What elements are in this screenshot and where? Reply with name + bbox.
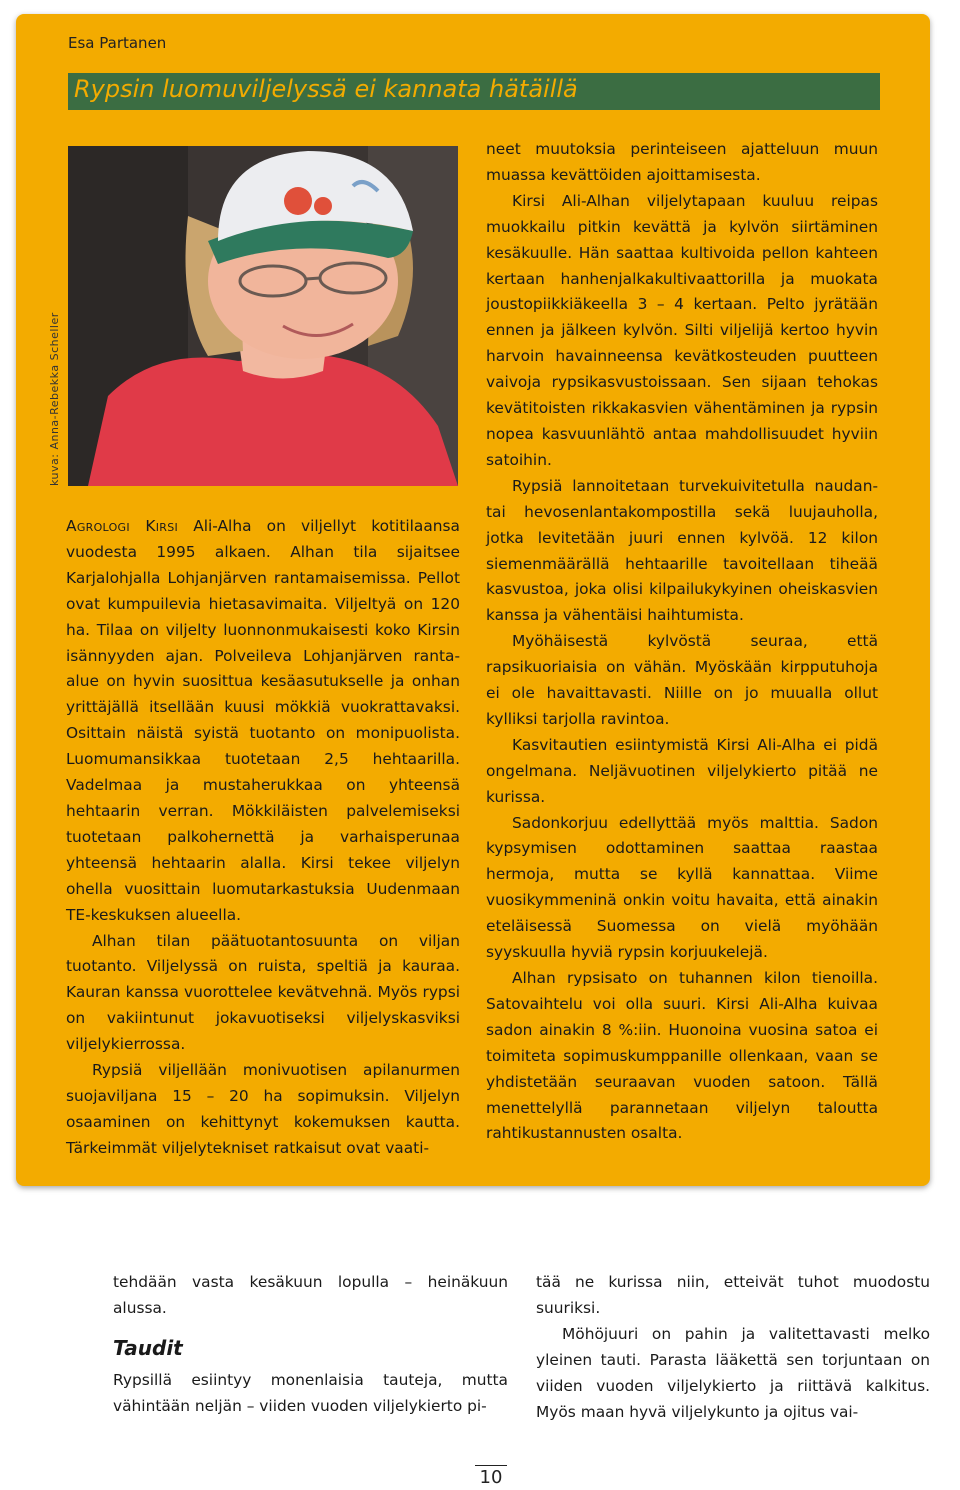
bottom-left-paragraph-1: tehdään vasta kesäkuun lopulla – heinäkuun alussa. xyxy=(113,1273,508,1317)
column-1 xyxy=(66,514,460,1162)
portrait-photo xyxy=(68,146,458,486)
bottom-right-paragraph-1: tää ne kurissa niin, etteivät tuhot muodostu suuriksi. xyxy=(536,1273,930,1317)
column-1-paragraph-1 xyxy=(66,514,460,929)
bottom-right-paragraph-2: Möhöjuuri on pahin ja valitettavasti melko yleinen tauti. Parasta lääkettä sen torjuntaan on viiden vuoden viljelykierto ja riittävä kalkitus. Myös maan hyvä viljelykunto ja ojitus vai- xyxy=(536,1324,930,1421)
section-heading: Taudit xyxy=(113,1335,183,1360)
column-1-paragraph-2: Alhan tilan päätuotantosuunta on viljan tuotanto. Viljelyssä on ruista, speltiä ja kauraa. Kauran kanssa vuorottelee kevätvehnä. Myös rypsi on vakiintunut jokavuotiseksi viljelyskasviksi viljelykierrossa. xyxy=(66,931,460,1054)
bottom-left-paragraph-2: Rypsillä esiintyy monenlaisia tauteja, mutta vähintään neljän – viiden vuoden viljelykierto pi- xyxy=(113,1370,508,1415)
column-2 xyxy=(486,137,878,1147)
photo-credit xyxy=(48,312,68,826)
column-2-paragraph-2: Kirsi Ali-Alhan viljelytapaan kuuluu reipas muokkailu pitkin kevättä ja kylvön siirtäminen kesäkuulle. Hän saattaa kultivoida pellon kahteen kertaan hanhenjalkakultivaattorilla ja muokata joustopiikkiäkeella 3 – 4 kertaan. Pelto jyrätään ennen ja jälkeen kylvön. Silti viljelijä kertoo hyvin harvoin havainneensa kevätkosteuden puutteen vaivoja rypsikasvustoissaan. Sen sijaan tehokas kevätitoisten rikkakasvien vähentäminen ja rypsin nopea kasvuunlähtö antaa mahdollisuudet hyviin satoihin. xyxy=(486,191,878,469)
column-1-paragraph-1-text: Ali-Alha on viljellyt kotitilaansa vuodesta 1995 alkaen. Alhan tila sijaitsee Karjalohjalla Lohjanjärven rantamaisemissa. Pellot ovat kumpuilevia hietasavimaita. Viljeltyä on 120 ha. Tilaa on viljelty luonnonmukaisesti koko Kirsin isännyyden ajan. Polveileva Lohjanjärven ranta-alue on hyvin suosittua kesäasutukselle ja onhan yrittäjällä itsellään kuusi mökkiä vuokrattavaksi. Osittain näistä syistä tuotanto on monipuolista. Luomumansikkaa tuotetaan 2,5 hehtaarilla. Vadelmaa ja mustaherukkaa on yhteensä hehtaarin verran. Mökkiläisten palvelemiseksi tuotetaan palkohernettä ja varhaisperunaa yhteensä hehtaarin alalla. Kirsi tekee viljelyn ohella vuosittain luomutarkastuksia Uudenmaan TE-keskuksen alueella. xyxy=(66,517,460,924)
column-2-paragraph-7: Alhan rypsisato on tuhannen kilon tienoilla. Satovaihtelu voi olla suuri. Kirsi Ali-Alha kuivaa sadon ainakin 8 %:iin. Huonoina vuosina satoa ei toimiteta sopimuskumppanille ollenkaan, vaan se yhdistetään seuraavan vuoden satoon. Tällä menettelyllä parannetaan viljelyn taloutta rahtikustannusten osalta. xyxy=(486,969,878,1143)
column-2-paragraph-6: Sadonkorjuu edellyttää myös malttia. Sadon kypsymisen odottaminen saattaa raastaa hermoja, mutta se kyllä kannattaa. Viime vuosikymmeninä onkin voitu havaita, että ainakin eteläisessä Suomessa on vielä myöhään syyskuulla hyviä rypsin korjuukelejä. xyxy=(486,813,878,962)
photo-credit-text: kuva: Anna-Rebekka Scheller xyxy=(48,312,61,486)
column-2-paragraph-4: Myöhäisestä kylvöstä seuraa, että rapsikuoriaisia on vähän. Myöskään kirpputuhoja ei ole havaittavasti. Niille on jo muualla ollut kylliksi tarjolla ravintoa. xyxy=(486,632,878,728)
article-title: Rypsin luomuviljelyssä ei kannata hätäillä xyxy=(74,75,578,103)
bottom-column-right xyxy=(536,1270,930,1425)
column-2-paragraph-1: neet muutoksia perinteiseen ajatteluun muun muassa kevättöiden ajoittamisesta. xyxy=(486,140,878,184)
column-1-paragraph-3: Rypsiä viljellään monivuotisen apilanurmen suojaviljana 15 – 20 ha sopimuksin. Viljelyn osaaminen on kehittynyt kokemuksen kautta. Tärkeimmät viljelytekniset ratkaisut ovat vaati- xyxy=(66,1061,460,1157)
title-bar xyxy=(68,73,880,110)
author-name: Esa Partanen xyxy=(68,34,167,52)
column-2-paragraph-5: Kasvitautien esiintymistä Kirsi Ali-Alha ei pidä ongelmana. Neljävuotinen viljelykierto pitää ne kurissa. xyxy=(486,735,878,806)
lead-in: Agrologi Kirsi xyxy=(66,517,179,535)
column-2-paragraph-3: Rypsiä lannoitetaan turvekuivitetulla naudan- tai hevosenlantakompostilla sekä luujauholla, jotka levitetään juuri ennen kylvöä. 12 kilon siemenmäärällä hehtaarille tavoitellaan tiheää kasvustoa, joka olisi kilpailukykyinen oheiskasvien kanssa ja vähentäisi haihtumista. xyxy=(486,476,878,625)
portrait-illustration xyxy=(68,146,458,486)
bottom-column-left xyxy=(113,1270,508,1420)
page-number: 10 xyxy=(475,1465,507,1490)
